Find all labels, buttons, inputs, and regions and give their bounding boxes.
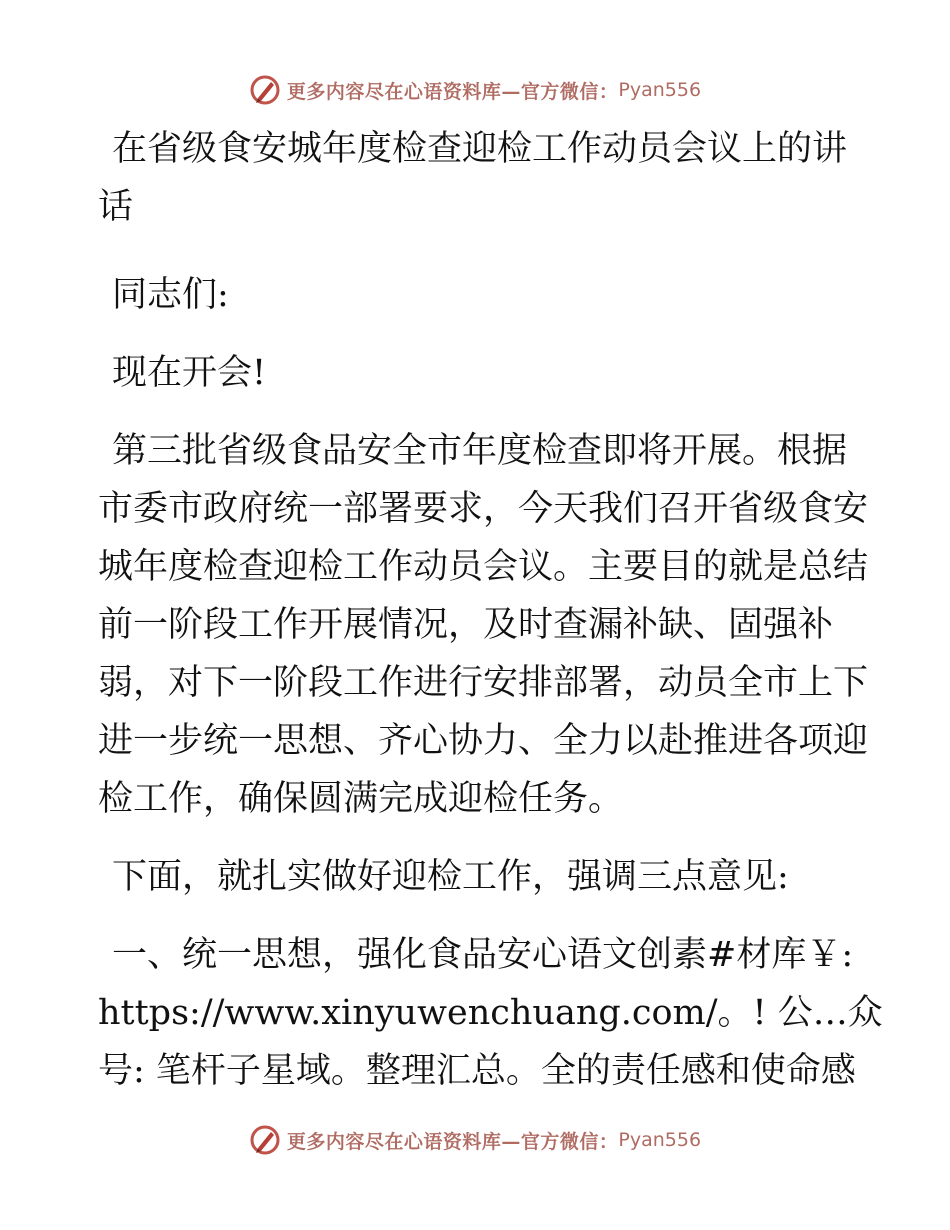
section-line: https://www.xinyuwenchuang.com/。! 公…众 bbox=[98, 993, 883, 1033]
paragraph-line: 进一步统一思想、齐心协力、全力以赴推进各项迎 bbox=[98, 721, 869, 761]
banner-text: 更多内容尽在心语资料库—官方微信： bbox=[286, 80, 619, 103]
banner-wechat-id: Pyan556 bbox=[618, 79, 702, 101]
pen-logo-icon bbox=[249, 1124, 281, 1156]
title-line: 在省级食安城年度检查迎检工作动员会议上的讲 bbox=[112, 129, 848, 169]
header-banner bbox=[0, 72, 950, 108]
title-line: 话 bbox=[98, 187, 134, 227]
paragraph-line: 市委市政府统一部署要求，今天我们召开省级食安 bbox=[98, 489, 869, 529]
paragraph-line: 第三批省级食品安全市年度检查即将开展。根据 bbox=[112, 431, 848, 471]
footer-banner bbox=[0, 1122, 950, 1158]
opening-line: 现在开会! bbox=[112, 353, 267, 393]
paragraph-line: 下面，就扎实做好迎检工作，强调三点意见: bbox=[112, 857, 789, 897]
banner-text: 更多内容尽在心语资料库—官方微信： bbox=[286, 1130, 619, 1153]
section-heading-line: 一、统一思想，强化食品安心语文创素#材库￥: bbox=[112, 935, 854, 975]
pen-logo-icon bbox=[249, 74, 281, 106]
paragraph-line: 弱，对下一阶段工作进行安排部署，动员全市上下 bbox=[98, 663, 869, 703]
banner-wechat-id: Pyan556 bbox=[618, 1129, 702, 1151]
paragraph-line: 检工作，确保圆满完成迎检任务。 bbox=[98, 779, 624, 819]
document-body bbox=[98, 120, 883, 1100]
section-line: 号: 笔杆子星域。整理汇总。全的责任感和使命感 bbox=[98, 1051, 856, 1091]
paragraph-line: 城年度检查迎检工作动员会议。主要目的就是总结 bbox=[98, 547, 869, 587]
paragraph-line: 前一阶段工作开展情况，及时查漏补缺、固强补 bbox=[98, 605, 834, 645]
salutation: 同志们: bbox=[112, 275, 229, 315]
